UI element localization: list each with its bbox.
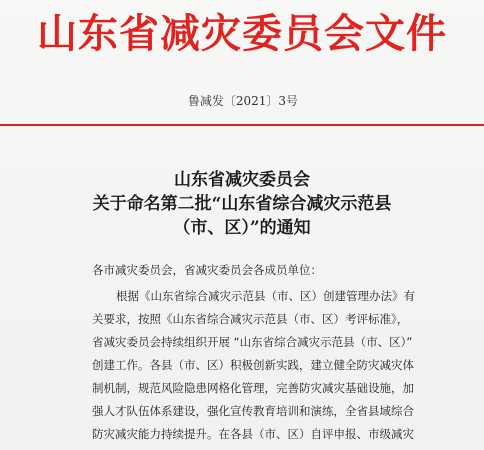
body-line: 制机制，规范风险隐患网格化管理，完善防灾减灾基础设施，加	[92, 381, 414, 395]
body-line: 创建工作。各县（市、区）积极创新实践，建立健全防灾减灾体	[92, 358, 414, 372]
red-divider-line	[0, 124, 484, 126]
notice-heading	[0, 168, 484, 240]
document-number: 鲁减发〔2021〕3号	[187, 94, 298, 108]
document-header-title: 山东省减灾委员会文件	[37, 10, 447, 57]
body-line: 省减灾委员会持续组织开展 “山东省综合减灾示范县（市、区）”	[92, 335, 413, 349]
notice-issuer: 山东省减灾委员会	[174, 170, 310, 190]
body-line: 关要求，按照《山东省综合减灾示范县（市、区）考评标准》，	[92, 312, 409, 326]
body-text	[92, 285, 432, 446]
salutation: 各市减灾委员会，省减灾委员会各成员单位：	[92, 263, 322, 277]
notice-title-line-2: （市、区）”的通知	[173, 218, 311, 238]
body-line: 根据《山东省综合减灾示范县（市、区）创建管理办法》有	[116, 289, 415, 303]
notice-title-line-1: 关于命名第二批“山东省综合减灾示范县	[92, 194, 392, 214]
body-line: 防灾减灾能力持续提升。在各县（市、区）自评申报、市级减灾	[92, 427, 414, 441]
body-line: 强人才队伍体系建设，强化宣传教育培训和演练，全省县域综合	[92, 404, 414, 418]
